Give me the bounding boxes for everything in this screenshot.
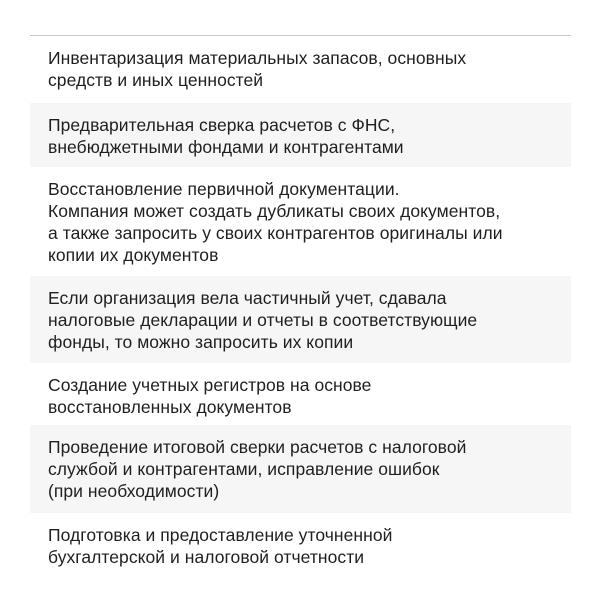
step-text-line: налоговые декларации и отчеты в соответствующие bbox=[48, 310, 478, 330]
step-text-line: фонды, то можно запросить их копии bbox=[48, 332, 354, 352]
step-text-line: Создание учетных регистров на основе bbox=[48, 375, 372, 395]
step-text-line: службой и контрагентами, исправление ошибок bbox=[48, 459, 440, 479]
step-accounting-registers bbox=[30, 363, 571, 425]
step-restore-documentation bbox=[30, 167, 571, 276]
step-preliminary-reconciliation bbox=[30, 103, 571, 167]
step-text-line: копии их документов bbox=[48, 245, 219, 265]
step-text-line: Предварительная сверка расчетов с ФНС, bbox=[48, 115, 396, 135]
step-text-line: Компания может создать дубликаты своих документов, bbox=[48, 201, 501, 221]
step-text-line: Инвентаризация материальных запасов, основных bbox=[48, 48, 467, 68]
step-text-line: средств и иных ценностей bbox=[48, 70, 264, 90]
step-request-copies bbox=[30, 276, 571, 363]
step-final-reconciliation bbox=[30, 425, 571, 513]
step-inventory bbox=[30, 36, 571, 103]
steps-list bbox=[30, 36, 571, 575]
step-text-line: восстановленных документов bbox=[48, 397, 292, 417]
step-submit-reporting bbox=[30, 513, 571, 575]
step-text-line: Проведение итоговой сверки расчетов с налоговой bbox=[48, 437, 467, 457]
step-text-line: Восстановление первичной документации. bbox=[48, 179, 400, 199]
step-text-line: (при необходимости) bbox=[48, 481, 220, 501]
step-text-line: бухгалтерской и налоговой отчетности bbox=[48, 547, 365, 567]
step-text-line: Подготовка и предоставление уточненной bbox=[48, 525, 393, 545]
step-text-line: внебюджетными фондами и контрагентами bbox=[48, 137, 404, 157]
step-text-line: а также запросить у своих контрагентов оригиналы или bbox=[48, 223, 503, 243]
step-text-line: Если организация вела частичный учет, сдавала bbox=[48, 288, 447, 308]
